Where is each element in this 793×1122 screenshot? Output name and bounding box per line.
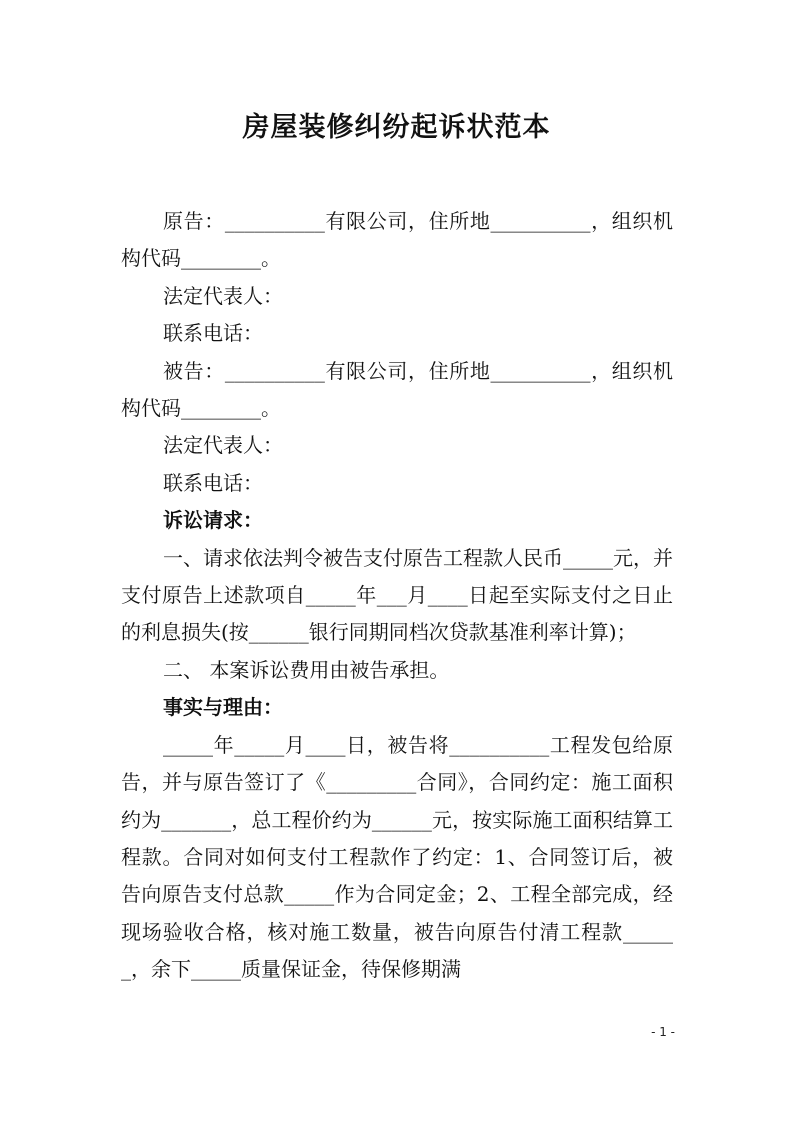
body-paragraph: 原告：__________有限公司，住所地__________，组织机构代码________。: [121, 209, 673, 271]
body-paragraph: _____年_____月____日，被告将__________工程发包给原告，并与原告签订了《_________合同》，合同约定：施工面积约为_______，总工程价约为______元，按实际施工面积结算工程款。合同对如何支付工程款作了约定：1、合同签订后，被告向原告支付总款_____作为合同定金；2、工程全部完成，经现场验收合格，核对施工数量，被告向原告付清工程款______，余下_____质量保证金，待保修期满: [121, 732, 673, 982]
section-heading: 诉讼请求：: [163, 508, 263, 533]
page-number: - 1 -: [651, 1025, 675, 1039]
body-paragraph: 一、请求依法判令被告支付原告工程款人民币_____元，并支付原告上述款项自_____年___月____日起至实际支付之日止的利息损失(按______银行同期同档次贷款基准利率计算)；: [121, 545, 673, 645]
document-body: [121, 203, 673, 989]
body-paragraph: 法定代表人：: [163, 283, 283, 308]
body-paragraph: 二、 本案诉讼费用由被告承担。: [163, 657, 450, 682]
body-paragraph: 联系电话：: [163, 470, 263, 495]
section-heading: 事实与理由：: [163, 695, 283, 720]
body-paragraph: 被告：__________有限公司，住所地__________，组织机构代码________。: [121, 358, 673, 421]
body-paragraph: 法定代表人：: [163, 433, 283, 458]
body-paragraph: 联系电话：: [163, 321, 263, 346]
document-title: 房屋装修纠纷起诉状范本: [242, 112, 551, 143]
